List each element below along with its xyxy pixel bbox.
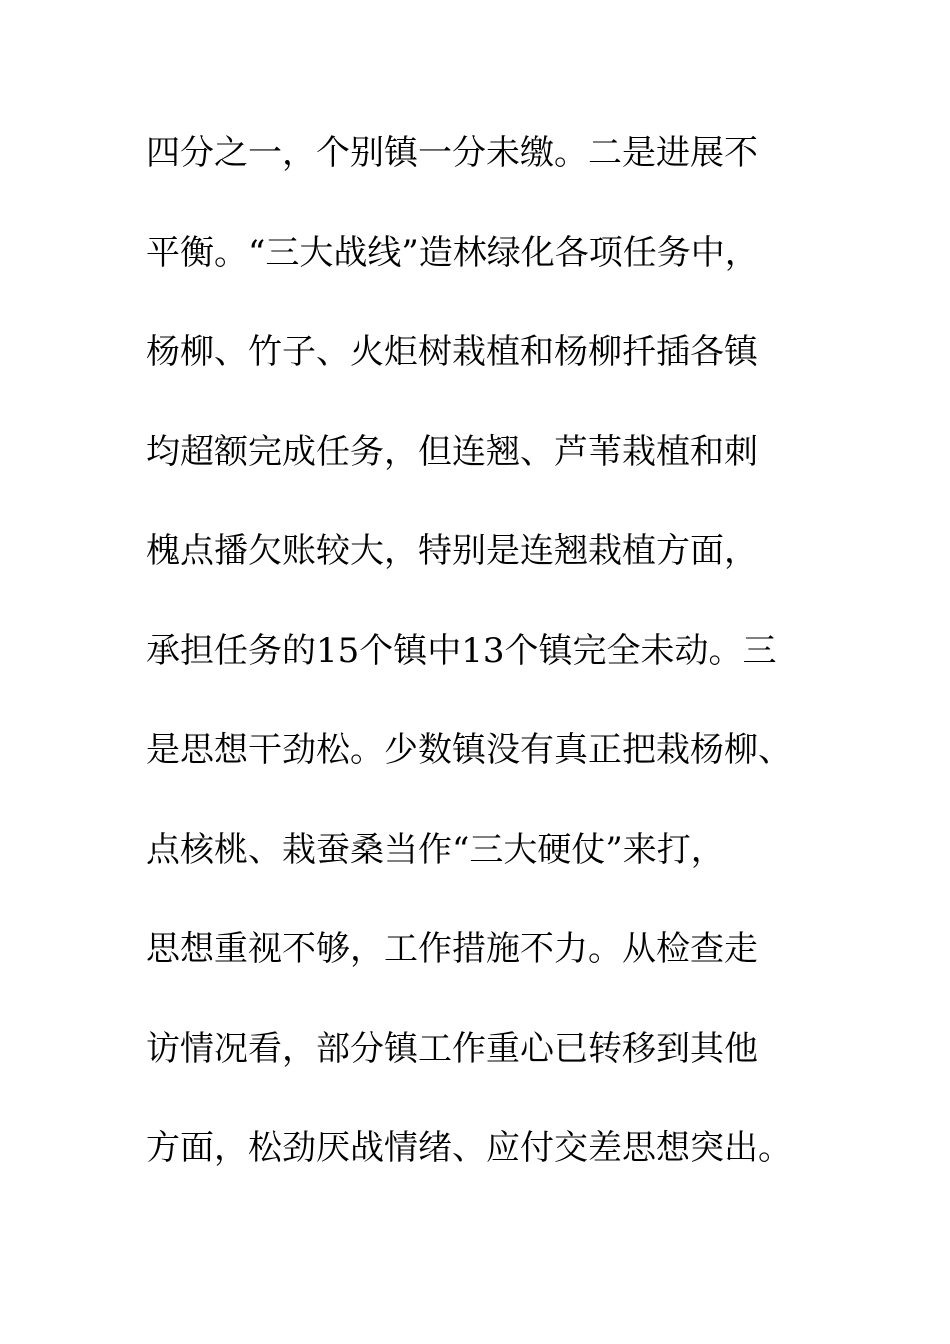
text-line: 方面，松劲厌战情绪、应付交差思想突出。 — [146, 1128, 792, 1168]
text-line: 访情况看，部分镇工作重心已转移到其他 — [146, 1028, 758, 1069]
text-line: 平衡。“三大战线”造林绿化各项任务中， — [146, 232, 759, 273]
body-text — [146, 122, 826, 1217]
text-line: 四分之一，个别镇一分未缴。二是进展不 — [146, 133, 758, 173]
text-line: 槐点播欠账较大，特别是连翘栽植方面， — [146, 531, 758, 571]
text-line: 承担任务的15个镇中13个镇完全未动。三 — [146, 630, 777, 671]
text-line: 思想重视不够，工作措施不力。从检查走 — [146, 929, 758, 969]
text-line: 均超额完成任务，但连翘、芦苇栽植和刺 — [146, 431, 758, 472]
text-line: 点核桃、栽蚕桑当作“三大硬仗”来打， — [146, 829, 725, 870]
text-line: 是思想干劲松。少数镇没有真正把栽杨柳、 — [146, 730, 792, 770]
text-line: 杨柳、竹子、火炬树栽植和杨柳扦插各镇 — [146, 332, 758, 372]
